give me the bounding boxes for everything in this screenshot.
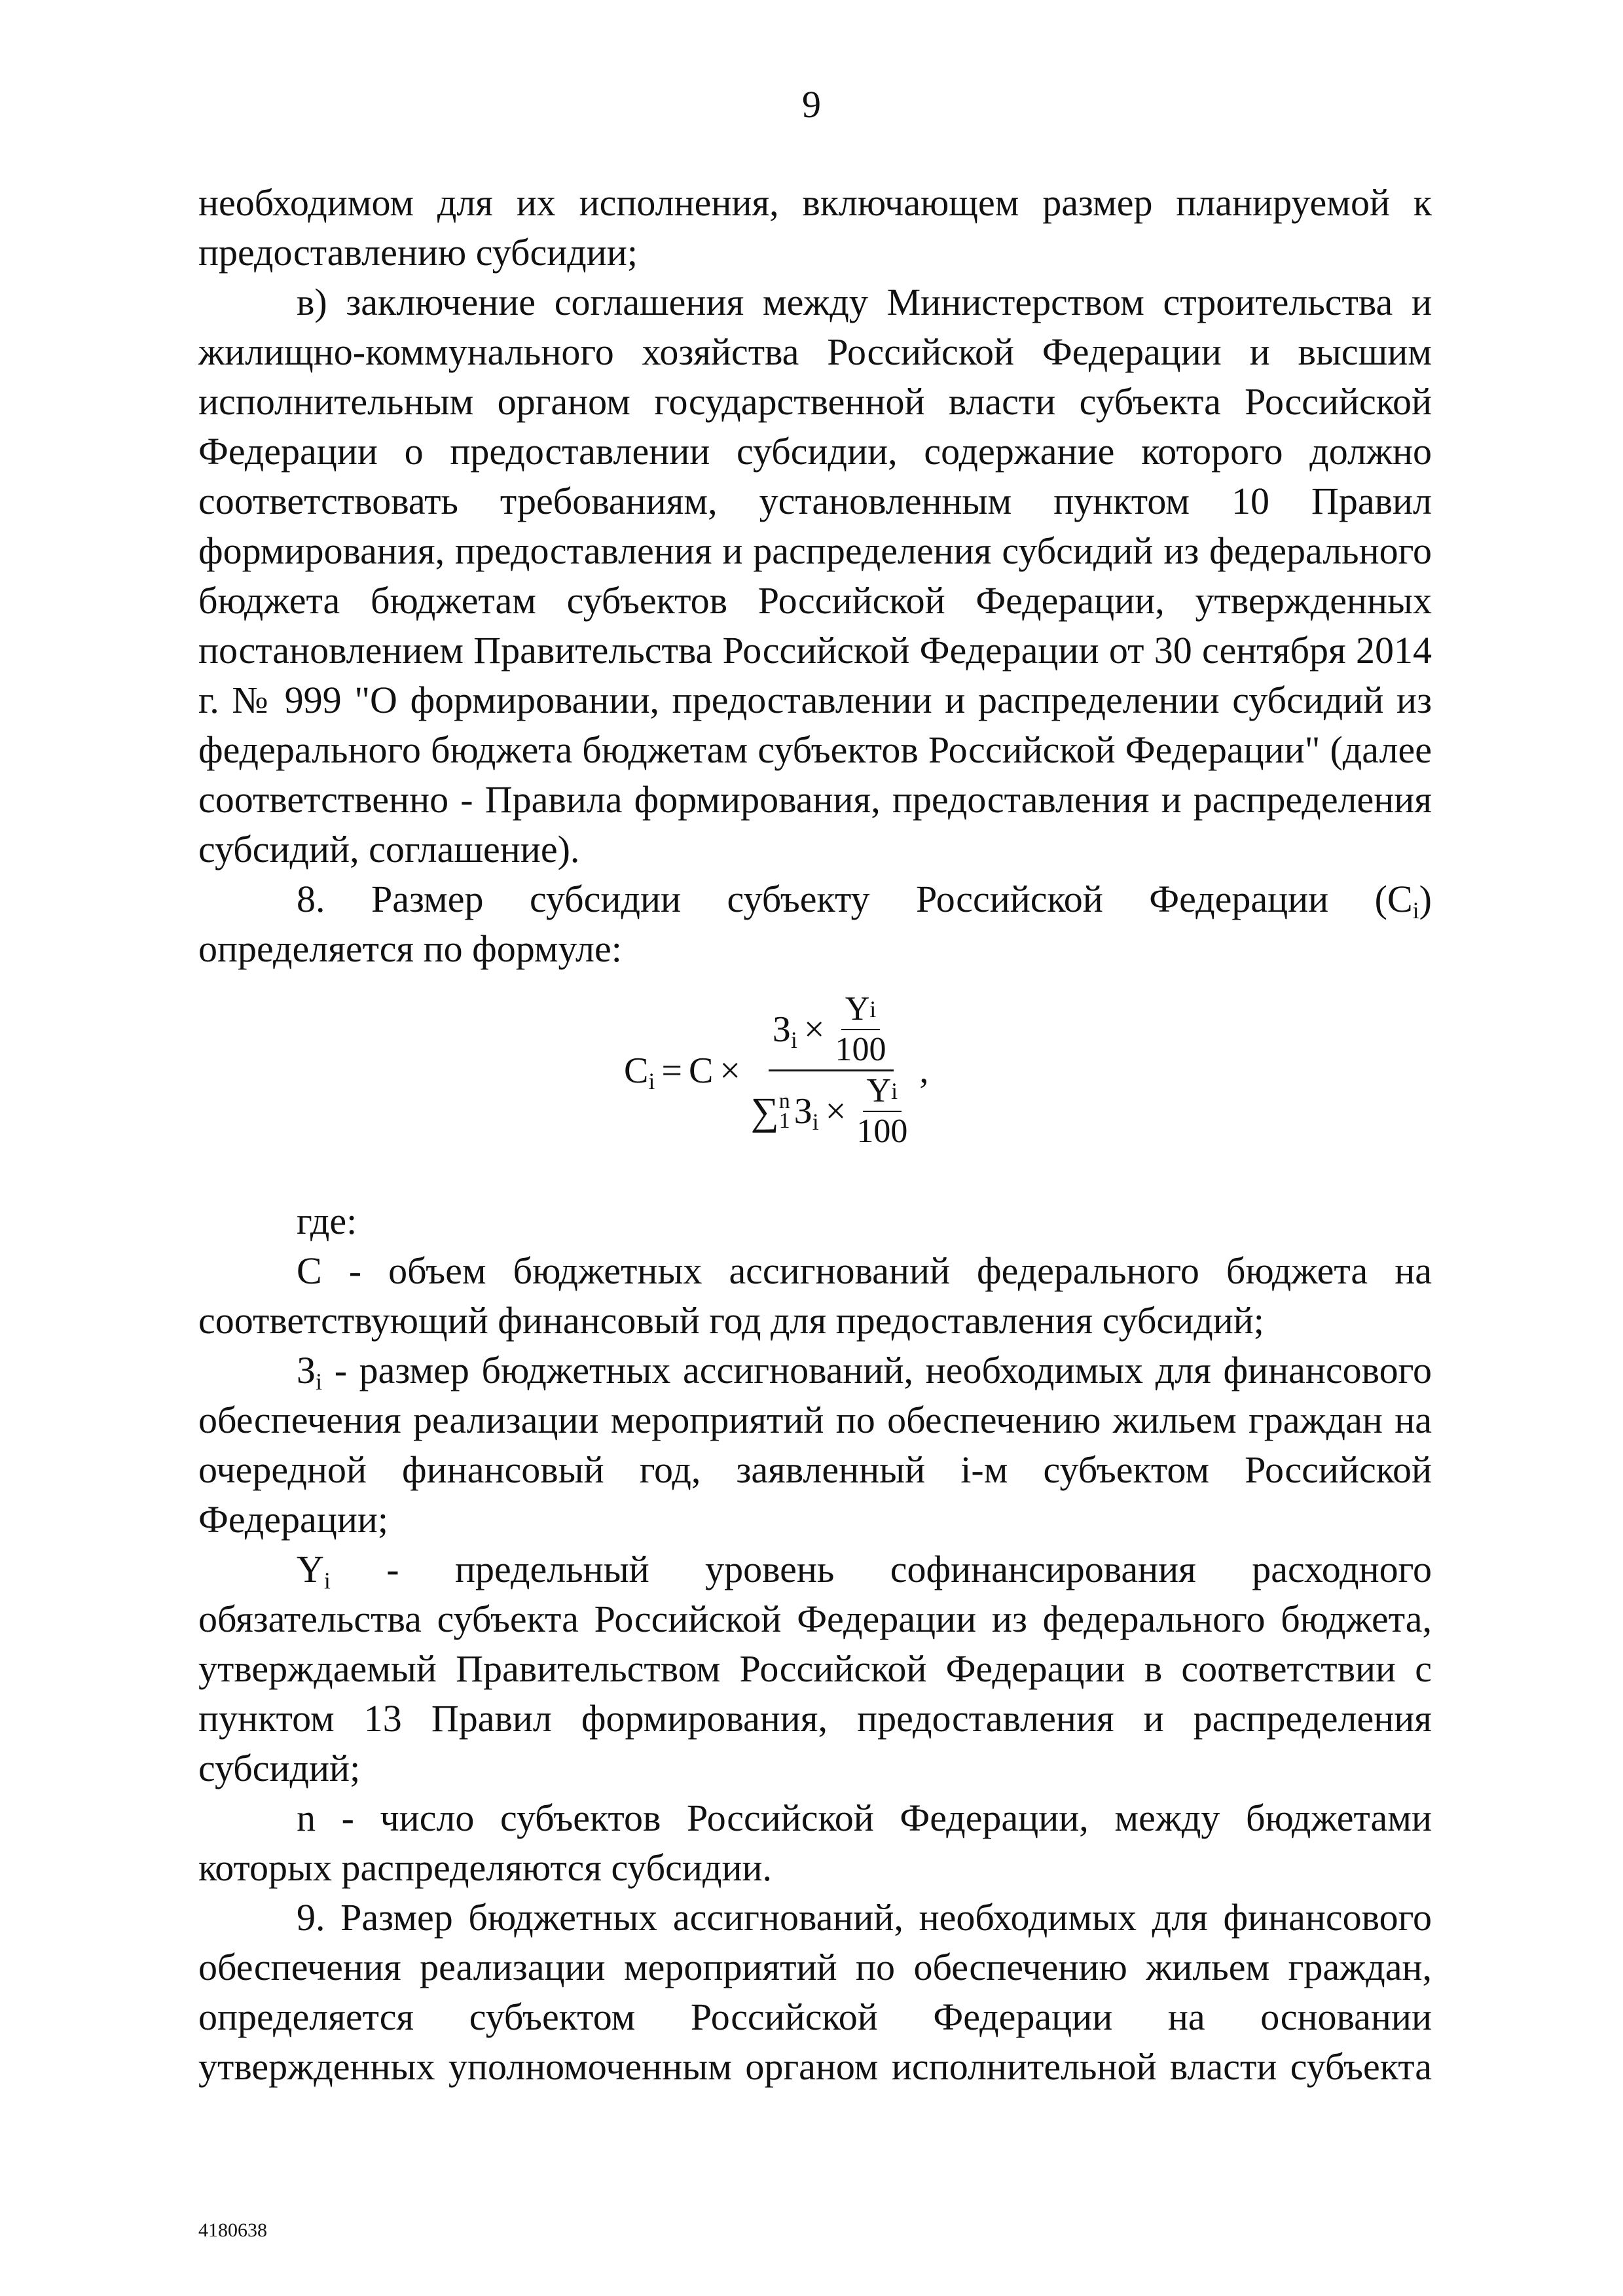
definition-n: n - число субъектов Российской Федерации, между бюджетами которых распределяются субсидии. [198, 1797, 1432, 1889]
paragraph-8-start: 8. Размер субсидии субъекту Российской Федерации (C [297, 878, 1413, 920]
page-number: 9 [802, 83, 821, 126]
paragraph-8-end: ) определяется по формуле: [198, 878, 1432, 970]
paragraph-8-subscript: i [1412, 897, 1419, 924]
document-code: 4180638 [198, 2219, 267, 2241]
formula-y-over-100: Y i 100 [835, 990, 886, 1068]
definition-c: С - объем бюджетных ассигнований федерального бюджета на соответствующий финансовый год для предоставления субсидий; [198, 1249, 1432, 1342]
formula-lhs: $C_i$ [624, 1050, 655, 1094]
formula-comma: , [919, 1050, 929, 1091]
formula-numerator: $З_i$ × Y i 100 [769, 992, 894, 1071]
formula-y-over-100-den: Y i 100 [856, 1072, 908, 1150]
formula-equals: = [661, 1050, 682, 1091]
paragraph-9: 9. Размер бюджетных ассигнований, необходимых для финансового обеспечения реализации мероприятий по обеспечению жильем граждан, определяется субъектом Российской Федерации на основании утвержденных уполномоченным органом исполнительной власти субъекта [198, 1896, 1432, 2088]
paragraph-8 [198, 874, 1432, 974]
definition-z: $З_i$ - размер бюджетных ассигнований, необходимых для финансового обеспечения реализации мероприятий по обеспечению жильем граждан на очередной финансовый год, заявленный i-м субъектом Российской Федерации; [198, 1349, 1432, 1541]
paragraph-continuation: необходимом для их исполнения, включающем размер планируемой к предоставлению субсидии; [198, 181, 1432, 274]
formula-denominator: ∑ n 1 $З_i$ × Y i 100 [747, 1071, 915, 1149]
paragraph-item-v: в) заключение соглашения между Министерством строительства и жилищно-коммунального хозяйства Российской Федерации и высшим исполнительным органом государственной власти субъекта Российской Федерации о предоставлении субсидии, содержание которого должно соответствовать требованиям, установленным пунктом 10 Правил формирования, предоставления и распределения субсидий из федерального бюджета бюджетам субъектов Российской Федерации, утвержденных постановлением Правительства Российской Федерации от 30 сентября 2014 г. № 999 "О формировании, предоставлении и распределении субсидий из федерального бюджета бюджетам субъектов Российской Федерации" (далее соответственно - Правила формирования, предоставления и распределения субсидий, соглашение). [198, 281, 1432, 870]
formula-main-fraction [747, 992, 915, 1149]
subsidy-formula [198, 980, 1432, 1196]
document-body [198, 178, 1432, 2092]
where-label: где: [297, 1200, 357, 1242]
definition-y: $Y_i$ - предельный уровень софинансирования расходного обязательства субъекта Российской Федерации из федерального бюджета, утверждаемый Правительством Российской Федерации в соответствии с пунктом 13 Правил формирования, предоставления и распределения субсидий; [198, 1548, 1432, 1789]
formula-times: × [720, 1050, 740, 1091]
formula-c: C [688, 1050, 714, 1091]
